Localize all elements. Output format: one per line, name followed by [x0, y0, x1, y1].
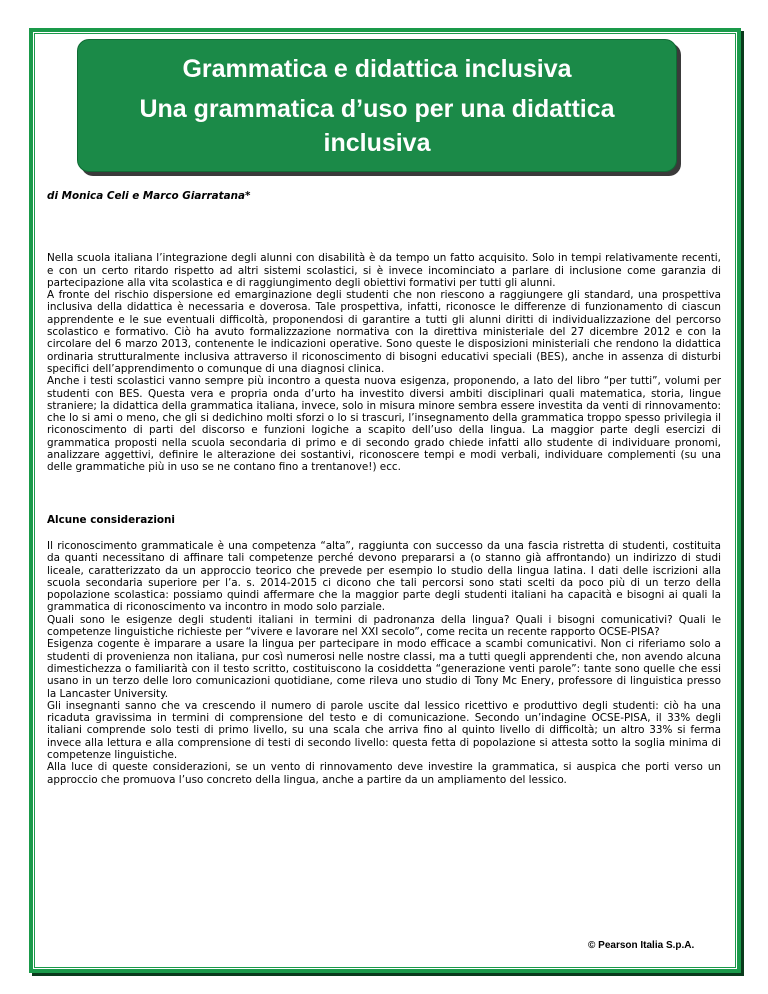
heading: Grammatica e didattica inclusiva	[182, 55, 572, 83]
author-byline: di Monica Celi e Marco Giarratana*	[47, 190, 251, 202]
title-banner	[77, 39, 677, 172]
paragraph: Esigenza cogente è imparare a usare la lingua per partecipare in modo efficace a scambi comunicativi. Non ci riferiamo solo a studenti di provenienza non italiana, pur così numerosi nelle nostre classi, ma a tutti quegli apprendenti che, non avendo alcuna dimestichezza o familiarità con il testo scritto, costituiscono la cosiddetta “generazione venti parole”: tante sono quelle che essi usano in un terzo delle loro comunicazioni quotidiane, come rileva uno studio di Tony Mc Enery, professore di linguistica presso la Lancaster University.	[47, 638, 721, 700]
intro-section	[47, 252, 721, 473]
section-heading: Alcune considerazioni	[47, 513, 175, 526]
paragraph: Il riconoscimento grammaticale è una competenza “alta”, raggiunta con successo da una fascia ristretta di studenti, costituita da quanti necessitano di affinare tali competenze perché devono prepararsi a (o stanno già affrontando) un indirizzo di studi liceale, caratterizzato da un approccio teorico che prevede per esempio lo studio della lingua latina. I dati delle iscrizioni alla scuola secondaria superiore per l’a. s. 2014-2015 ci dicono che tali percorsi sono stati scelti da poco più di un terzo della popolazione scolastica: possiamo quindi affermare che la maggior parte degli studenti italiani ha capacità e bisogni ai quali la grammatica di riconoscimento va incontro in modo solo parziale.	[47, 539, 721, 614]
paragraph: Gli insegnanti sanno che va crescendo il numero di parole uscite dal lessico ricettivo e produttivo degli studenti: ciò ha una ricaduta gravissima in termini di comprensione del testo e di comunicazione. Secondo un’indagine OCSE-PISA, il 33% degli italiani comprende solo testi di primo livello, su una scala che arriva fino al quinto livello di difficoltà; un altro 33% si ferma invece alla lettura e alla comprensione di testi di secondo livello: questa fetta di popolazione si attesta sotto la soglia minima di competenze linguistiche.	[47, 699, 721, 761]
copyright-notice: © Pearson Italia S.p.A.	[588, 940, 695, 951]
considerations-section	[47, 540, 721, 786]
paragraph: Quali sono le esigenze degli studenti italiani in termini di padronanza della lingua? Quali i bisogni comunicativi? Quali le competenze linguistiche richieste per “vivere e lavorare nel XXI secolo”, come recita un recente rapporto OCSE-PISA?	[47, 613, 721, 639]
paragraph: A fronte del rischio dispersione ed emarginazione degli studenti che non riescono a raggiungere gli standard, una prospettiva inclusiva della didattica è necessaria e doverosa. Tale prospettiva, infatti, riconosce le differenze di funzionamento di ciascun apprendente e le sue eventuali difficoltà, proponendosi di garantire a tutti gli alunni diritti di individualizzazione del percorso scolastico e formativo. Ciò ha avuto formalizzazione normativa con la direttiva ministeriale del 27 dicembre 2012 e con la circolare del 6 marzo 2013, contenente le indicazioni operative. Sono queste le disposizioni ministeriali che rendono la didattica ordinaria strutturalmente inclusiva attraverso il riconoscimento di bisogni educativi speciali (BES), anche in assenza di disturbi specifici dell’apprendimento o comunque di una diagnosi clinica.	[47, 289, 721, 375]
paragraph: Anche i testi scolastici vanno sempre più incontro a questa nuova esigenza, proponendo, a lato del libro “per tutti”, volumi per studenti con BES. Questa vera e propria onda d’urto ha investito diversi ambiti disciplinari quali matematica, storia, lingue straniere; la didattica della grammatica italiana, invece, solo in misura minore sembra essere investita da venti di rinnovamento: che lo si ami o meno, che gli si dedichino molti sforzi o lo si trascuri, l’insegnamento della grammatica troppo spesso privilegia il riconoscimento di parti del discorso e funzioni logiche a scapito dell’uso della lingua. La maggior parte degli esercizi di grammatica proposti nella scuola secondaria di primo e di secondo grado chiede infatti allo studente di individuare pronomi, analizzare aggettivi, definire le alterazione dei sostantivi, riconoscere tempi e modi verbali, individuare complementi (su una delle grammatiche più in uso se ne contano fino a trentanove!) ecc.	[47, 375, 721, 474]
paragraph: Alla luce di queste considerazioni, se un vento di rinnovamento deve investire la grammatica, si auspica che porti verso un approccio che promuova l’uso concreto della lingua, anche a partire da un ampliamento del lessico.	[47, 761, 721, 786]
article-body	[47, 190, 721, 786]
page-title: Una grammatica d’uso per una didattica inclusiva	[139, 95, 615, 157]
paragraph: Nella scuola italiana l’integrazione degli alunni con disabilità è da tempo un fatto acquisito. Solo in tempi relativamente recenti, e con un certo ritardo rispetto ad altri sistemi scolastici, si è invece incominciato a parlare di inclusione come garanzia di partecipazione alla vita scolastica e di raggiungimento degli obiettivi formativi per tutti gli alunni.	[47, 252, 721, 289]
